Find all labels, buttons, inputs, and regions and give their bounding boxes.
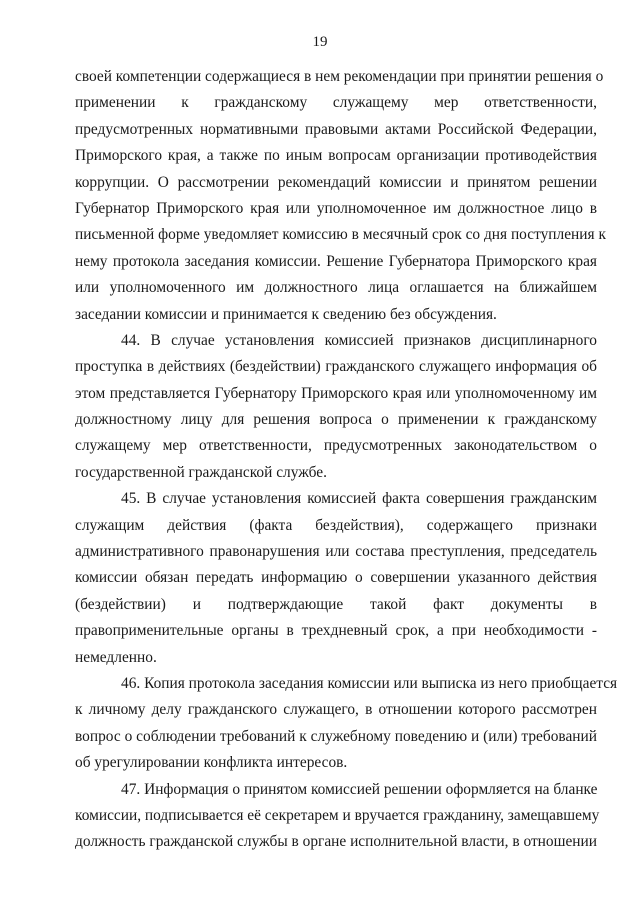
text-line: вопрос о соблюдении требований к служебному поведению и (или) требований: [75, 727, 597, 745]
text-line: государственной гражданской службе.: [75, 463, 327, 481]
text-line: об урегулировании конфликта интересов.: [75, 754, 348, 772]
text-line: административного правонарушения или состава преступления, председатель: [75, 543, 597, 561]
text-line: Приморского края, а также по иным вопросам организации противодействия: [75, 147, 597, 165]
text-line: комиссии обязан передать информацию о совершении указанного действия: [75, 569, 597, 587]
text-line: немедленно.: [75, 648, 157, 666]
paragraph-first-line: 45. В случае установления комиссией факта совершения гражданским: [121, 490, 597, 508]
text-line: нему протокола заседания комиссии. Решение Губернатора Приморского края: [75, 252, 597, 270]
text-line: или уполномоченного им должностного лица оглашается на ближайшем: [75, 279, 597, 297]
text-line: этом представляется Губернатору Приморского края или уполномоченному им: [75, 384, 597, 402]
text-line: комиссии, подписывается её секретарем и вручается гражданину, замещавшему: [75, 806, 600, 824]
text-line: правоприменительные органы в трехдневный срок, а при необходимости -: [75, 622, 597, 640]
text-line: заседании комиссии и принимается к сведению без обсуждения.: [75, 305, 497, 323]
text-line: применении к гражданскому служащему мер ответственности,: [75, 94, 597, 112]
text-line: (бездействии) и подтверждающие такой факт документы в: [75, 595, 597, 613]
text-line: предусмотренных нормативными правовыми актами Российской Федерации,: [75, 120, 597, 138]
document-body: [75, 64, 618, 856]
paragraph-first-line: 47. Информация о принятом комиссией решении оформляется на бланке: [121, 780, 598, 798]
text-line: должность гражданской службы в органе исполнительной власти, в отношении: [75, 833, 598, 851]
paragraph-first-line: 44. В случае установления комиссией признаков дисциплинарного: [121, 331, 597, 349]
text-line: письменной форме уведомляет комиссию в месячный срок со дня поступления к: [75, 226, 606, 244]
text-line: проступка в действиях (бездействии) гражданского служащего информация об: [75, 358, 597, 376]
text-line: служащим действия (факта бездействия), содержащего признаки: [75, 516, 597, 534]
text-line: своей компетенции содержащиеся в нем рекомендации при принятии решения о: [75, 68, 604, 85]
text-line: к личному делу гражданского служащего, в отношении которого рассмотрен: [75, 701, 597, 719]
text-line: должностному лицу для решения вопроса о применении к гражданскому: [75, 411, 597, 429]
text-line: коррупции. О рассмотрении рекомендаций комиссии и принятом решении: [75, 173, 597, 191]
text-line: Губернатор Приморского края или уполномоченное им должностное лицо в: [75, 199, 597, 217]
page-number: 19: [312, 34, 328, 50]
text-line: служащему мер ответственности, предусмотренных законодательством о: [75, 437, 597, 455]
paragraph-first-line: 46. Копия протокола заседания комиссии или выписка из него приобщается: [121, 674, 618, 692]
